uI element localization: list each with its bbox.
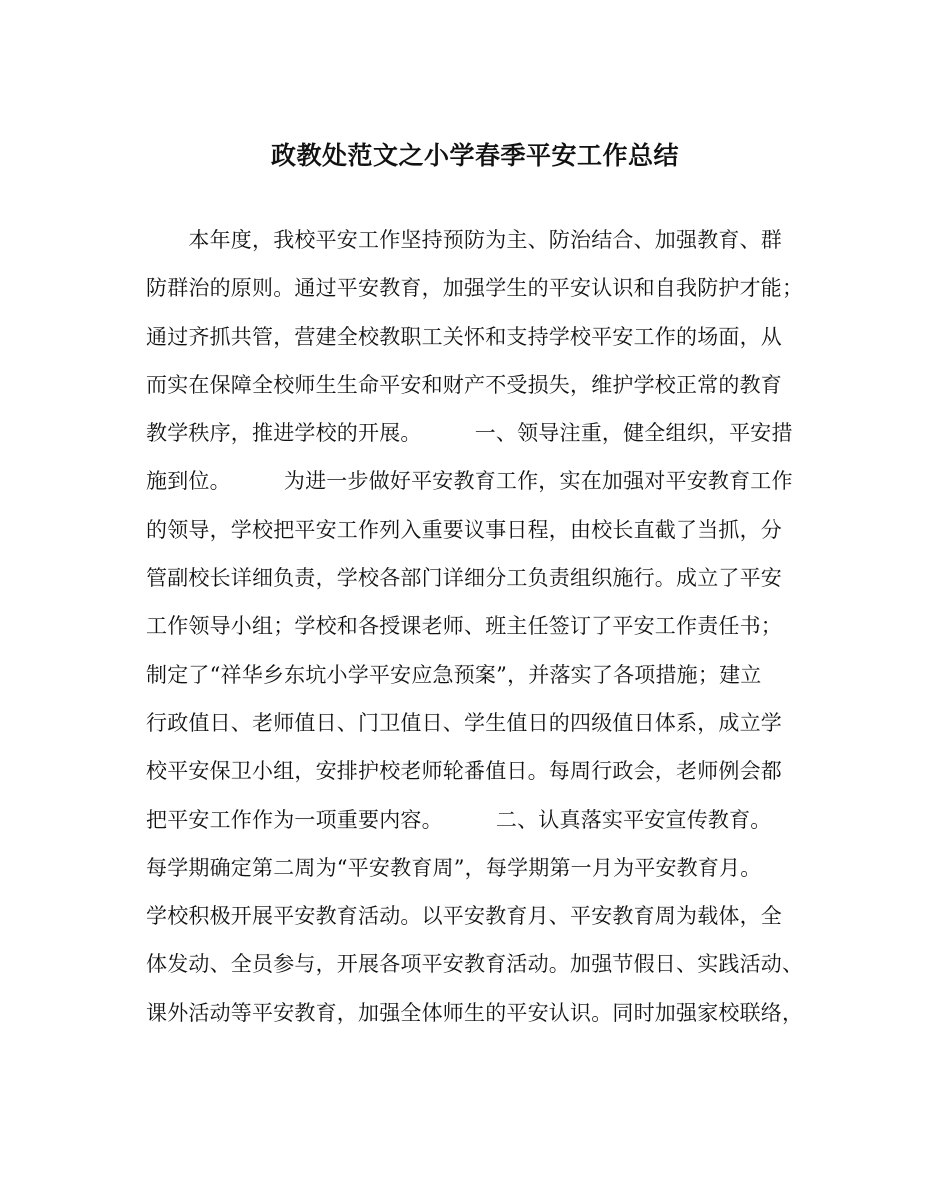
body-line: 校平安保卫小组，安排护校老师轮番值日。每周行政会，老师例会都: [146, 759, 782, 784]
body-line: 施到位。 为进一步做好平安教育工作，实在加强对平安教育工作: [146, 469, 793, 494]
body-line: 行政值日、老师值日、门卫值日、学生值日的四级值日体系，成立学: [146, 710, 782, 735]
body-line: 工作领导小组；学校和各授课老师、班主任签订了平安工作责任书；: [146, 614, 782, 639]
body-line: 而实在保障全校师生生命平安和财产不受损失，维护学校正常的教育: [146, 372, 782, 397]
body-line: 学校积极开展平安教育活动。以平安教育月、平安教育周为载体，全: [146, 904, 782, 929]
body-line: 防群治的原则。通过平安教育，加强学生的平安认识和自我防护才能；: [146, 276, 804, 301]
body-line: 把平安工作作为一项重要内容。 二、认真落实平安宣传教育。: [146, 807, 772, 832]
body-line: 每学期确定第二周为“平安教育周”，每学期第一月为平安教育月。: [146, 855, 762, 880]
document-title: 政教处范文之小学春季平安工作总结: [270, 141, 679, 170]
body-line: 制定了“祥华乡东坑小学平安应急预案”，并落实了各项措施；建立: [146, 662, 762, 687]
body-line: 本年度，我校平安工作坚持预防为主、防治结合、加强教育、群: [146, 228, 782, 252]
body-line: 管副校长详细负责，学校各部门详细分工负责组织施行。成立了平安: [146, 566, 782, 591]
body-line: 的领导，学校把平安工作列入重要议事日程，由校长直截了当抓，分: [146, 517, 782, 542]
document-body: [146, 220, 826, 1041]
body-line: 教学秩序，推进学校的开展。 一、领导注重，健全组织，平安措: [146, 421, 793, 446]
body-line: 通过齐抓共管，营建全校教职工关怀和支持学校平安工作的场面，从: [146, 324, 782, 349]
body-line: 体发动、全员参与，开展各项平安教育活动。加强节假日、实践活动、: [146, 952, 804, 977]
body-line: 课外活动等平安教育，加强全体师生的平安认识。同时加强家校联络，: [146, 1000, 804, 1025]
